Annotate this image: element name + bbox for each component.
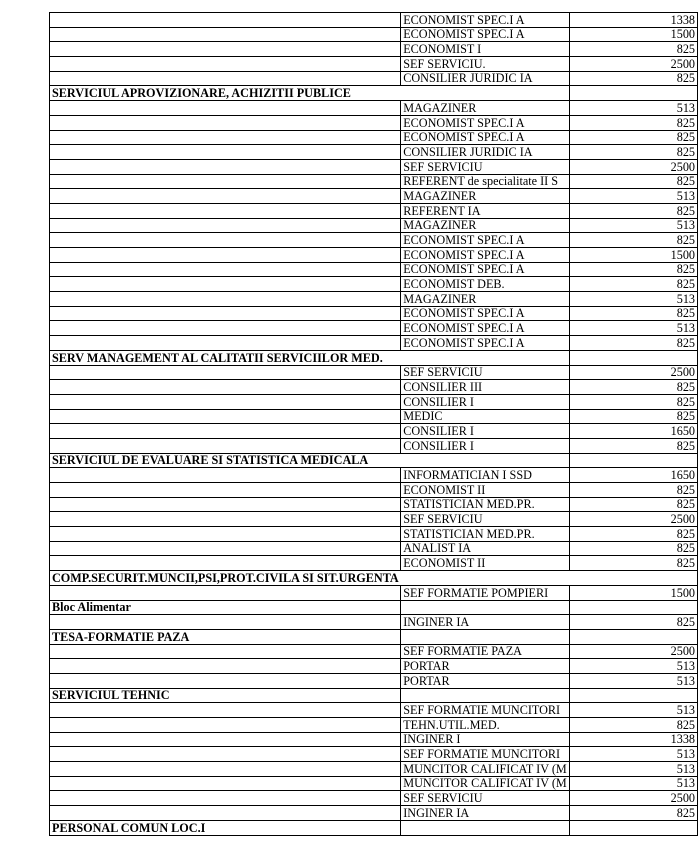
department-cell (50, 57, 401, 72)
empty-cell (569, 571, 697, 586)
amount-value: 513 (569, 747, 697, 762)
table-row (50, 321, 698, 336)
position-title: ECONOMIST SPEC.I A (401, 233, 570, 248)
amount-value: 825 (569, 262, 697, 277)
amount-value: 825 (569, 806, 697, 821)
department-cell (50, 703, 401, 718)
department-cell (50, 115, 401, 130)
amount-value: 1500 (569, 248, 697, 263)
section-header-row (50, 688, 698, 703)
department-cell (50, 527, 401, 542)
position-title: SEF FORMATIE MUNCITORI (401, 703, 570, 718)
amount-value: 513 (569, 218, 697, 233)
table-row (50, 776, 698, 791)
department-cell (50, 27, 401, 42)
position-title: SEF FORMATIE PAZA (401, 644, 570, 659)
position-title: ECONOMIST II (401, 556, 570, 571)
department-cell (50, 42, 401, 57)
position-title: SEF SERVICIU (401, 159, 570, 174)
table-row (50, 101, 698, 116)
amount-value: 825 (569, 438, 697, 453)
position-title: SEF SERVICIU (401, 791, 570, 806)
position-title: SEF FORMATIE POMPIERI (401, 585, 570, 600)
empty-cell (569, 820, 697, 835)
table-row (50, 42, 698, 57)
department-cell (50, 277, 401, 292)
amount-value: 2500 (569, 644, 697, 659)
department-cell (50, 321, 401, 336)
department-cell (50, 306, 401, 321)
amount-value: 825 (569, 527, 697, 542)
position-title: MEDIC (401, 409, 570, 424)
table-row (50, 409, 698, 424)
section-header-row (50, 571, 698, 586)
department-cell (50, 262, 401, 277)
empty-cell (569, 453, 697, 468)
department-cell (50, 409, 401, 424)
amount-value: 825 (569, 145, 697, 160)
table-row (50, 336, 698, 351)
position-title: MAGAZINER (401, 292, 570, 307)
table-row (50, 556, 698, 571)
department-cell (50, 483, 401, 498)
amount-value: 1338 (569, 732, 697, 747)
position-title: ECONOMIST SPEC.I A (401, 13, 570, 28)
department-cell (50, 718, 401, 733)
table-row (50, 527, 698, 542)
position-title: MUNCITOR CALIFICAT IV (M (401, 762, 570, 777)
department-cell (50, 732, 401, 747)
amount-value: 513 (569, 292, 697, 307)
department-cell (50, 71, 401, 86)
position-title: INGINER IA (401, 615, 570, 630)
staffing-table (49, 12, 698, 836)
table-row (50, 541, 698, 556)
table-row (50, 512, 698, 527)
empty-cell (569, 86, 697, 101)
department-cell (50, 673, 401, 688)
department-cell (50, 762, 401, 777)
amount-value: 825 (569, 306, 697, 321)
table-row (50, 248, 698, 263)
empty-cell (401, 86, 570, 101)
table-row (50, 159, 698, 174)
position-title: CONSILIER I (401, 438, 570, 453)
section-header-row (50, 629, 698, 644)
position-title: ECONOMIST SPEC.I A (401, 130, 570, 145)
department-cell (50, 189, 401, 204)
table-row (50, 262, 698, 277)
department-cell (50, 659, 401, 674)
amount-value: 825 (569, 336, 697, 351)
department-cell (50, 424, 401, 439)
table-row (50, 762, 698, 777)
table-row (50, 233, 698, 248)
department-cell (50, 203, 401, 218)
amount-value: 825 (569, 409, 697, 424)
department-cell (50, 380, 401, 395)
section-title: SERVICIUL DE EVALUARE SI STATISTICA MEDICALA (50, 453, 401, 468)
position-title: ECONOMIST SPEC.I A (401, 262, 570, 277)
position-title: INFORMATICIAN I SSD (401, 468, 570, 483)
position-title: PORTAR (401, 673, 570, 688)
amount-value: 825 (569, 541, 697, 556)
department-cell (50, 747, 401, 762)
position-title: SEF FORMATIE MUNCITORI (401, 747, 570, 762)
position-title: STATISTICIAN MED.PR. (401, 497, 570, 512)
position-title: CONSILIER I (401, 424, 570, 439)
section-header-row (50, 600, 698, 615)
position-title: ECONOMIST I (401, 42, 570, 57)
department-cell (50, 512, 401, 527)
amount-value: 825 (569, 380, 697, 395)
empty-cell (569, 688, 697, 703)
position-title: MAGAZINER (401, 101, 570, 116)
amount-value: 1650 (569, 424, 697, 439)
department-cell (50, 365, 401, 380)
table-row (50, 438, 698, 453)
amount-value: 2500 (569, 159, 697, 174)
amount-value: 513 (569, 762, 697, 777)
amount-value: 825 (569, 718, 697, 733)
department-cell (50, 541, 401, 556)
department-cell (50, 615, 401, 630)
position-title: SEF SERVICIU (401, 512, 570, 527)
amount-value: 513 (569, 659, 697, 674)
department-cell (50, 101, 401, 116)
department-cell (50, 468, 401, 483)
amount-value: 2500 (569, 57, 697, 72)
amount-value: 513 (569, 673, 697, 688)
empty-cell (569, 629, 697, 644)
amount-value: 825 (569, 497, 697, 512)
department-cell (50, 218, 401, 233)
section-title: Bloc Alimentar (50, 600, 401, 615)
amount-value: 1650 (569, 468, 697, 483)
empty-cell (401, 453, 570, 468)
position-title: ECONOMIST SPEC.I A (401, 336, 570, 351)
position-title: STATISTICIAN MED.PR. (401, 527, 570, 542)
position-title: MAGAZINER (401, 218, 570, 233)
staffing-table-body (50, 13, 698, 836)
department-cell (50, 438, 401, 453)
amount-value: 825 (569, 115, 697, 130)
department-cell (50, 585, 401, 600)
department-cell (50, 497, 401, 512)
amount-value: 1338 (569, 13, 697, 28)
amount-value: 825 (569, 394, 697, 409)
position-title: INGINER IA (401, 806, 570, 821)
position-title: INGINER I (401, 732, 570, 747)
department-cell (50, 292, 401, 307)
amount-value: 825 (569, 42, 697, 57)
empty-cell (401, 688, 570, 703)
table-row (50, 791, 698, 806)
position-title: ECONOMIST DEB. (401, 277, 570, 292)
table-row (50, 747, 698, 762)
table-row (50, 277, 698, 292)
table-row (50, 13, 698, 28)
table-row (50, 615, 698, 630)
department-cell (50, 644, 401, 659)
table-row (50, 189, 698, 204)
position-title: SEF SERVICIU (401, 365, 570, 380)
department-cell (50, 394, 401, 409)
position-title: CONSILIER III (401, 380, 570, 395)
department-cell (50, 13, 401, 28)
table-row (50, 218, 698, 233)
section-header-row (50, 820, 698, 835)
table-row (50, 365, 698, 380)
position-title: MUNCITOR CALIFICAT IV (M (401, 776, 570, 791)
amount-value: 825 (569, 277, 697, 292)
table-row (50, 424, 698, 439)
amount-value: 1500 (569, 585, 697, 600)
position-title: ECONOMIST SPEC.I A (401, 27, 570, 42)
position-title: SEF SERVICIU. (401, 57, 570, 72)
position-title: REFERENT IA (401, 203, 570, 218)
department-cell (50, 248, 401, 263)
position-title: CONSILIER JURIDIC IA (401, 71, 570, 86)
table-row (50, 644, 698, 659)
amount-value: 513 (569, 101, 697, 116)
table-row (50, 673, 698, 688)
section-header-row (50, 350, 698, 365)
empty-cell (401, 820, 570, 835)
amount-value: 825 (569, 174, 697, 189)
empty-cell (569, 600, 697, 615)
table-row (50, 394, 698, 409)
position-title: ECONOMIST SPEC.I A (401, 321, 570, 336)
position-title: CONSILIER I (401, 394, 570, 409)
department-cell (50, 174, 401, 189)
empty-cell (569, 350, 697, 365)
table-row (50, 659, 698, 674)
table-row (50, 806, 698, 821)
position-title: TEHN.UTIL.MED. (401, 718, 570, 733)
table-row (50, 57, 698, 72)
amount-value: 1500 (569, 27, 697, 42)
section-title: COMP.SECURIT.MUNCII,PSI,PROT.CIVILA SI SIT.URGENTA (50, 571, 401, 586)
amount-value: 825 (569, 615, 697, 630)
table-row (50, 174, 698, 189)
table-row (50, 203, 698, 218)
amount-value: 2500 (569, 791, 697, 806)
position-title: ECONOMIST SPEC.I A (401, 248, 570, 263)
table-row (50, 71, 698, 86)
department-cell (50, 159, 401, 174)
amount-value: 825 (569, 71, 697, 86)
table-row (50, 585, 698, 600)
department-cell (50, 776, 401, 791)
table-row (50, 380, 698, 395)
amount-value: 513 (569, 189, 697, 204)
position-title: CONSILIER JURIDIC IA (401, 145, 570, 160)
position-title: MAGAZINER (401, 189, 570, 204)
section-title: SERVICIUL TEHNIC (50, 688, 401, 703)
table-row (50, 27, 698, 42)
department-cell (50, 556, 401, 571)
position-title: PORTAR (401, 659, 570, 674)
table-row (50, 718, 698, 733)
table-row (50, 145, 698, 160)
section-title: SERV MANAGEMENT AL CALITATII SERVICIILOR MED. (50, 350, 401, 365)
department-cell (50, 806, 401, 821)
position-title: ECONOMIST SPEC.I A (401, 115, 570, 130)
empty-cell (401, 350, 570, 365)
amount-value: 513 (569, 321, 697, 336)
amount-value: 825 (569, 203, 697, 218)
amount-value: 825 (569, 130, 697, 145)
section-header-row (50, 86, 698, 101)
amount-value: 2500 (569, 512, 697, 527)
table-row (50, 497, 698, 512)
department-cell (50, 336, 401, 351)
table-row (50, 130, 698, 145)
department-cell (50, 145, 401, 160)
amount-value: 825 (569, 556, 697, 571)
department-cell (50, 130, 401, 145)
section-header-row (50, 453, 698, 468)
table-row (50, 115, 698, 130)
amount-value: 513 (569, 776, 697, 791)
table-row (50, 292, 698, 307)
amount-value: 825 (569, 483, 697, 498)
position-title: REFERENT de specialitate II S (401, 174, 570, 189)
table-row (50, 732, 698, 747)
table-row (50, 703, 698, 718)
empty-cell (401, 600, 570, 615)
amount-value: 825 (569, 233, 697, 248)
amount-value: 2500 (569, 365, 697, 380)
table-row (50, 468, 698, 483)
table-row (50, 306, 698, 321)
section-title: PERSONAL COMUN LOC.I (50, 820, 401, 835)
position-title: ECONOMIST SPEC.I A (401, 306, 570, 321)
empty-cell (401, 571, 570, 586)
amount-value: 513 (569, 703, 697, 718)
section-title: TESA-FORMATIE PAZA (50, 629, 401, 644)
table-row (50, 483, 698, 498)
department-cell (50, 233, 401, 248)
department-cell (50, 791, 401, 806)
position-title: ECONOMIST II (401, 483, 570, 498)
empty-cell (401, 629, 570, 644)
position-title: ANALIST IA (401, 541, 570, 556)
section-title: SERVICIUL APROVIZIONARE, ACHIZITII PUBLICE (50, 86, 401, 101)
